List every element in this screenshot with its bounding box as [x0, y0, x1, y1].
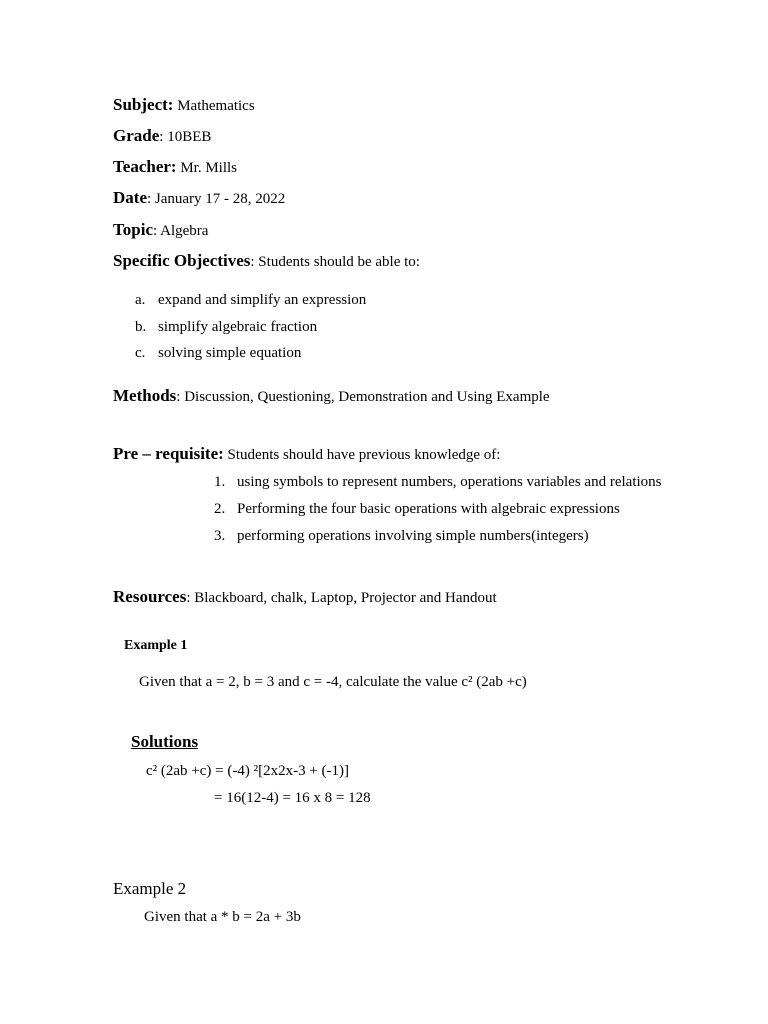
topic-value: : Algebra: [153, 223, 209, 239]
objective-item: [135, 345, 301, 362]
date-value: : January 17 - 28, 2022: [146, 191, 286, 207]
list-marker: 3.: [214, 528, 226, 544]
example-2-title: Example 2: [113, 879, 187, 898]
prerequisite-item: [214, 501, 620, 518]
resources-line: [113, 587, 497, 607]
methods-line: [113, 386, 550, 406]
date-line: [113, 188, 285, 208]
solution-step-1: c² (2ab +c) = (-4) ²[2x2x-3 + (-1)]: [146, 763, 350, 779]
methods-label: Methods: [113, 386, 177, 405]
objective-text: expand and simplify an expression: [158, 292, 367, 308]
objectives-value: : Students should be able to:: [250, 254, 420, 270]
grade-line: [113, 126, 211, 146]
list-marker: a.: [135, 292, 146, 308]
prerequisite-item: [214, 474, 662, 491]
topic-line: [113, 220, 208, 240]
example-1-title: Example 1: [124, 638, 188, 653]
teacher-value: Mr. Mills: [176, 160, 238, 176]
solution-step-2: = 16(12-4) = 16 x 8 = 128: [214, 790, 371, 806]
subject-label: Subject:: [113, 95, 174, 114]
prerequisite-value: Students should have previous knowledge of:: [223, 447, 501, 463]
subject-value: Mathematics: [173, 98, 255, 114]
grade-value: : 10BEB: [159, 129, 212, 145]
objectives-label: Specific Objectives: [113, 251, 251, 270]
objective-text: solving simple equation: [158, 345, 302, 361]
prerequisite-text: Performing the four basic operations with algebraic expressions: [237, 501, 620, 517]
example-1-problem: Given that a = 2, b = 3 and c = -4, calculate the value c² (2ab +c): [139, 674, 527, 690]
list-marker: b.: [135, 319, 147, 335]
date-label: Date: [113, 188, 147, 207]
methods-value: : Discussion, Questioning, Demonstration and Using Example: [176, 389, 550, 405]
teacher-line: [113, 157, 237, 177]
list-marker: c.: [135, 345, 146, 361]
resources-value: : Blackboard, chalk, Laptop, Projector and Handout: [186, 590, 497, 606]
subject-line: [113, 95, 255, 115]
prerequisite-item: [214, 528, 589, 545]
resources-label: Resources: [113, 587, 187, 606]
objectives-line: [113, 251, 420, 271]
prerequisite-line: [113, 444, 500, 464]
prerequisite-text: using symbols to represent numbers, operations variables and relations: [237, 474, 662, 490]
grade-label: Grade: [113, 126, 160, 145]
solutions-heading: Solutions: [131, 732, 199, 751]
list-marker: 1.: [214, 474, 226, 490]
list-marker: 2.: [214, 501, 226, 517]
teacher-label: Teacher:: [113, 157, 177, 176]
objective-item: [135, 319, 317, 336]
prerequisite-text: performing operations involving simple numbers(integers): [237, 528, 589, 544]
objective-item: [135, 292, 366, 309]
objective-text: simplify algebraic fraction: [158, 319, 318, 335]
example-2-problem: Given that a * b = 2a + 3b: [144, 909, 301, 925]
prerequisite-label: Pre – requisite:: [113, 444, 224, 463]
topic-label: Topic: [113, 220, 154, 239]
